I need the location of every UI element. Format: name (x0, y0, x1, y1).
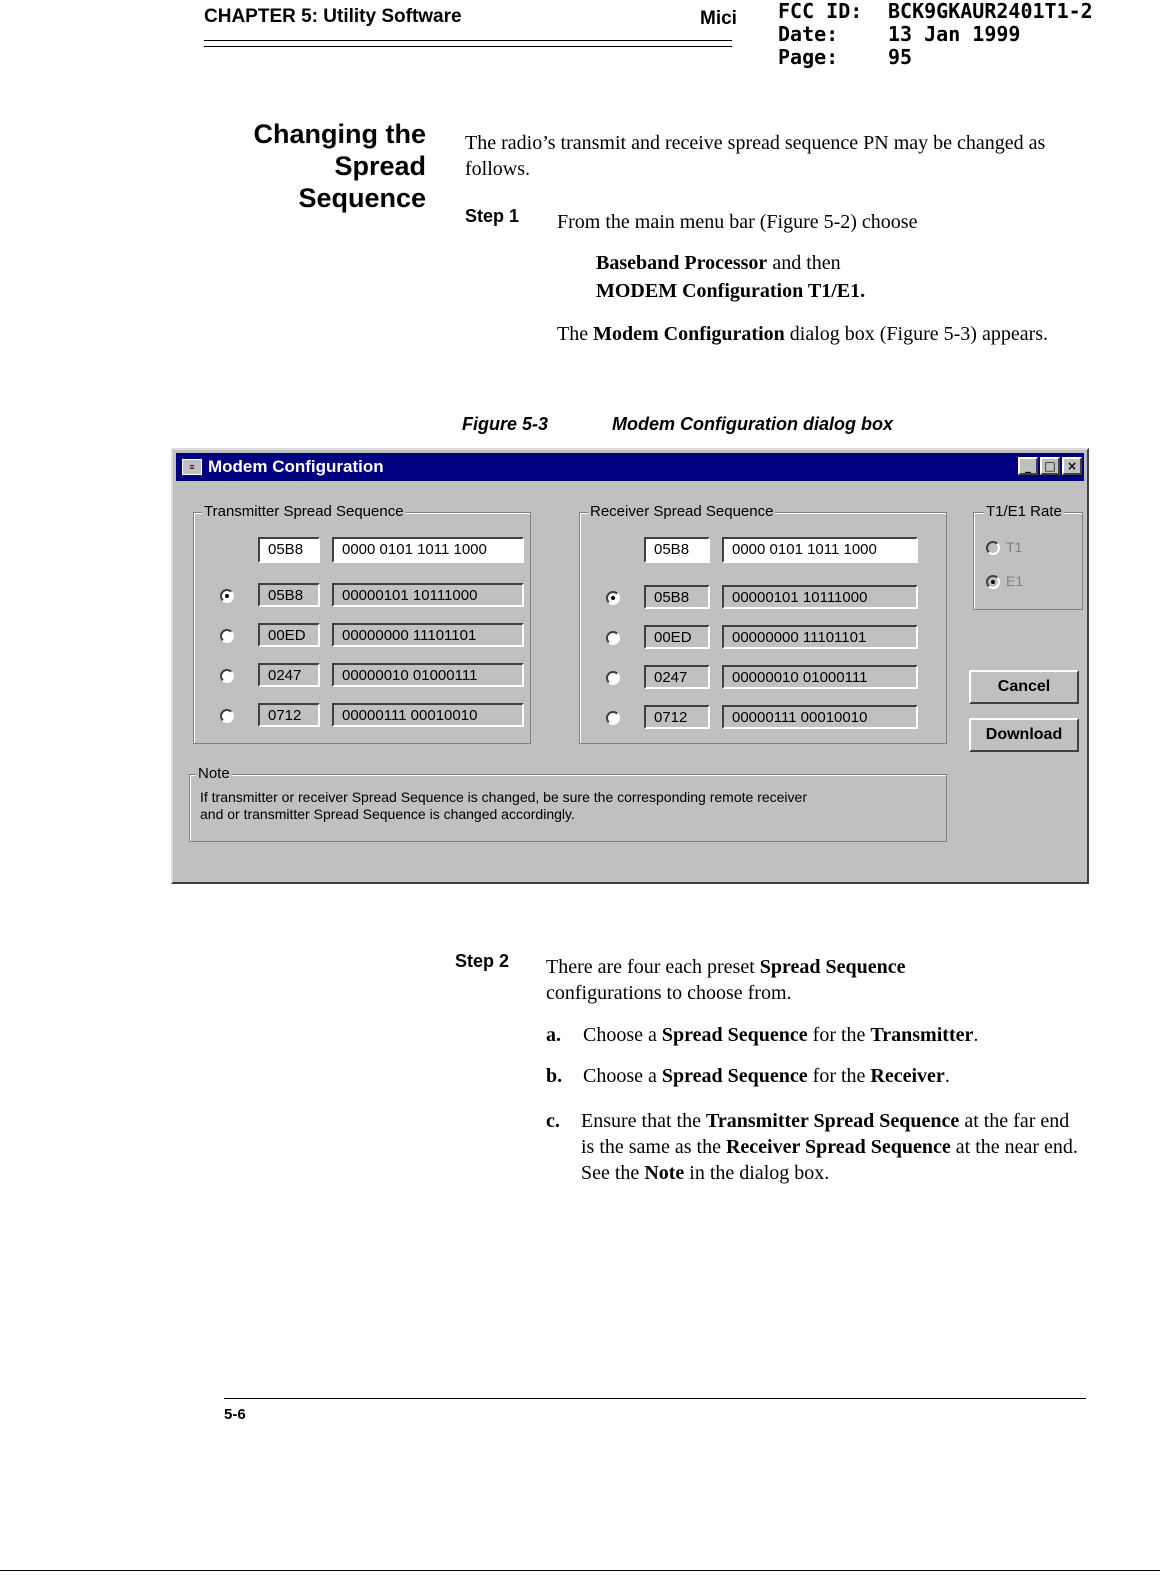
text: Ensure that the (581, 1110, 706, 1132)
rate-group-label: T1/E1 Rate (986, 503, 1062, 520)
label: b. (546, 1065, 563, 1087)
bottom-edge-rule (0, 1570, 1160, 1571)
term: Note (644, 1162, 685, 1184)
app-icon: ≡ (182, 459, 202, 475)
tx-preset-radio-3[interactable] (220, 669, 234, 683)
rx-preset-bin: 00000010 01000111 (722, 665, 918, 689)
substep-c-label (546, 1108, 560, 1134)
term: Transmitter (870, 1024, 974, 1046)
rx-current-hex[interactable]: 05B8 (644, 537, 710, 563)
tx-preset-hex: 0247 (258, 663, 320, 687)
text: at the far end is the same as the (581, 1110, 1070, 1158)
menu-path-2 (596, 278, 865, 304)
tx-preset-bin: 00000101 10111000 (332, 583, 524, 607)
text: . (973, 1024, 979, 1046)
note-group (189, 765, 947, 842)
step2-text (546, 954, 1016, 1006)
text: . (944, 1065, 950, 1087)
text: at the near end. See the (581, 1136, 1078, 1184)
rate-e1-label: E1 (1006, 573, 1024, 589)
menu-suffix: and then (767, 252, 841, 274)
header-rule (204, 40, 732, 47)
substep-c-text (581, 1108, 1086, 1186)
tx-preset-hex: 00ED (258, 623, 320, 647)
rate-t1-label: T1 (1006, 539, 1023, 555)
term: Transmitter Spread Sequence (705, 1110, 960, 1132)
tx-preset-hex: 0712 (258, 703, 320, 727)
rx-preset-radio-2[interactable] (606, 631, 620, 645)
dialog-name: Modem Configuration (593, 323, 785, 345)
fcc-stamp (778, 0, 1093, 69)
transmitter-group (193, 503, 531, 744)
label: c. (546, 1110, 560, 1132)
rx-preset-radio-1[interactable] (606, 591, 620, 605)
section-title-line: Changing the (253, 119, 426, 149)
close-button[interactable]: × (1062, 457, 1082, 475)
tx-current-hex[interactable]: 05B8 (258, 537, 320, 563)
tx-preset-radio-4[interactable] (220, 709, 234, 723)
tx-preset-bin: 00000111 00010010 (332, 703, 524, 727)
rx-preset-bin: 00000101 10111000 (722, 585, 918, 609)
section-title-line: Sequence (298, 183, 426, 213)
chapter-header: CHAPTER 5: Utility Software (204, 6, 462, 27)
step2-label: Step 2 (455, 951, 510, 971)
term: Receiver Spread Sequence (725, 1136, 951, 1158)
substep-b-text (583, 1063, 1093, 1089)
text: The (557, 323, 594, 345)
text: There are four each preset (546, 956, 760, 978)
rx-preset-radio-4[interactable] (606, 711, 620, 725)
note-text: and or transmitter Spread Sequence is changed accordingly. (200, 806, 575, 822)
section-title-line: Spread (334, 151, 426, 181)
term: Spread Sequence (759, 956, 906, 978)
rx-preset-hex: 05B8 (644, 585, 710, 609)
page-label: Page: (778, 45, 839, 69)
tx-preset-bin: 00000010 01000111 (332, 663, 524, 687)
rate-group (973, 503, 1083, 610)
tx-preset-bin: 00000000 11101101 (332, 623, 524, 647)
tx-preset-radio-1[interactable] (220, 589, 234, 603)
figure-caption (462, 414, 893, 435)
fcc-label: FCC ID: (778, 0, 863, 23)
rate-e1-radio[interactable] (986, 575, 1000, 589)
text: dialog box (Figure 5-3) appears. (784, 323, 1049, 345)
tx-current-bin[interactable]: 0000 0101 1011 1000 (332, 537, 524, 563)
text: Choose a (583, 1065, 662, 1087)
tx-preset-hex: 05B8 (258, 583, 320, 607)
menu-name: Baseband Processor (596, 252, 768, 274)
term: Spread Sequence (661, 1065, 808, 1087)
text: Choose a (583, 1024, 662, 1046)
figure-title: Modem Configuration dialog box (612, 414, 893, 434)
rx-preset-radio-3[interactable] (606, 671, 620, 685)
date-value: 13 Jan 1999 (888, 22, 1021, 46)
step1-result (557, 321, 1097, 347)
section-title (126, 118, 426, 214)
receiver-group (579, 503, 947, 744)
rate-t1-radio[interactable] (986, 541, 1000, 555)
intro-paragraph: The radio’s transmit and receive spread sequence PN may be changed as follows. (465, 132, 1046, 180)
cancel-button[interactable]: Cancel (969, 670, 1079, 704)
rx-preset-hex: 0712 (644, 705, 710, 729)
transmitter-group-label: Transmitter Spread Sequence (204, 503, 404, 520)
rx-preset-bin: 00000000 11101101 (722, 625, 918, 649)
term: Spread Sequence (661, 1024, 808, 1046)
text: configurations to choose from. (546, 982, 792, 1004)
text: for the (807, 1024, 871, 1046)
fcc-value: BCK9GKAUR2401T1-2 (888, 0, 1093, 23)
minimize-button[interactable]: _ (1018, 457, 1038, 475)
page-value: 95 (888, 45, 913, 69)
dialog-titlebar[interactable] (176, 453, 1084, 481)
page-number: 5-6 (224, 1406, 246, 1423)
rx-preset-hex: 00ED (644, 625, 710, 649)
menu-path-1 (596, 250, 841, 276)
step1-label: Step 1 (465, 206, 520, 226)
text: in the dialog box. (684, 1162, 830, 1184)
footer-rule (224, 1398, 1086, 1399)
download-button[interactable]: Download (969, 718, 1079, 752)
tx-preset-radio-2[interactable] (220, 629, 234, 643)
term: Receiver (870, 1065, 945, 1087)
step1-text: From the main menu bar (Figure 5-2) choose (557, 211, 918, 233)
rx-current-bin[interactable]: 0000 0101 1011 1000 (722, 537, 918, 563)
rx-preset-hex: 0247 (644, 665, 710, 689)
label: a. (546, 1024, 561, 1046)
header-fragment: Mici (700, 8, 737, 29)
substep-a-text (583, 1022, 1093, 1048)
menu-name: MODEM Configuration T1/E1. (596, 280, 866, 302)
receiver-group-label: Receiver Spread Sequence (590, 503, 774, 520)
date-label: Date: (778, 22, 839, 46)
modem-config-dialog (171, 448, 1089, 884)
dialog-title: Modem Configuration (208, 457, 384, 476)
note-label: Note (198, 765, 230, 782)
substep-a-label (546, 1022, 561, 1048)
substep-b-label (546, 1063, 562, 1089)
note-text: If transmitter or receiver Spread Sequence is changed, be sure the corresponding remote receiver (200, 789, 807, 805)
rx-preset-bin: 00000111 00010010 (722, 705, 918, 729)
maximize-button[interactable]: □ (1040, 457, 1060, 475)
figure-number: Figure 5-3 (462, 414, 549, 434)
text: for the (807, 1065, 871, 1087)
